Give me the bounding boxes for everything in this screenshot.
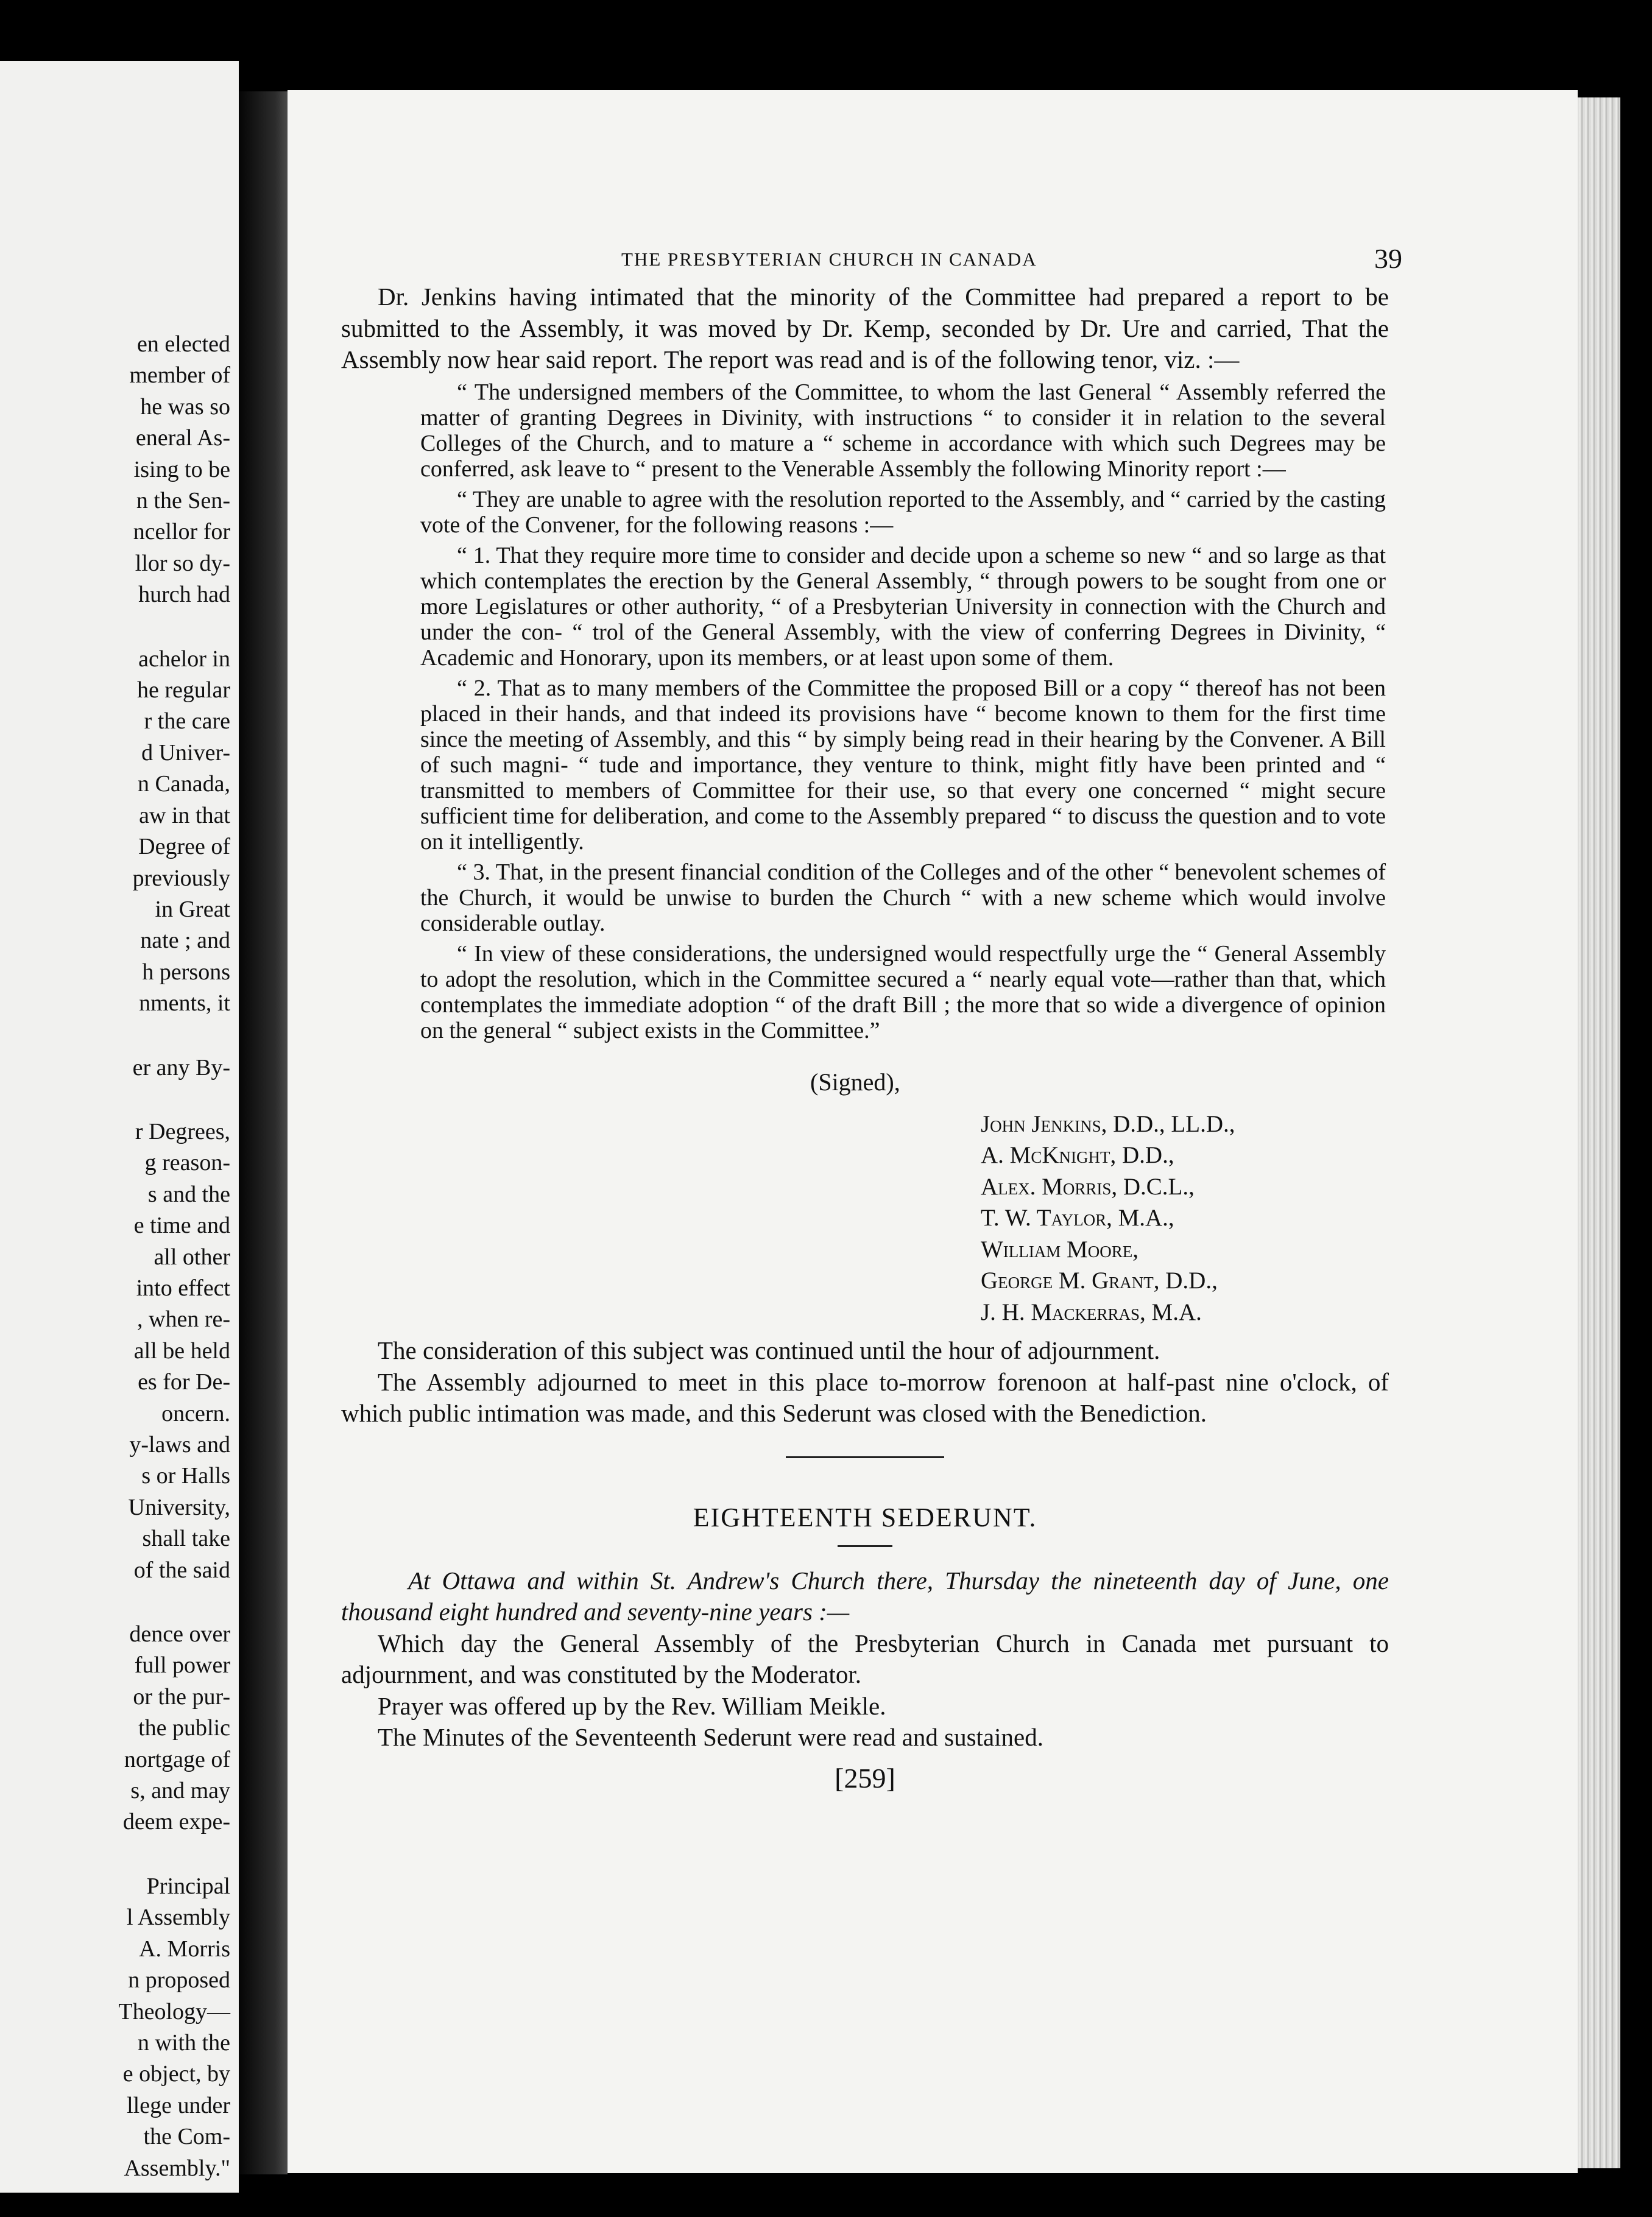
page-number: 39 <box>1374 243 1402 274</box>
footer-number: [259] <box>835 1762 895 1794</box>
quote-paragraph: “ 3. That, in the present financial condition of the Colleges and of the other “ benevolent schemes of the Church, it would be unwise to burden the Church “ with a new scheme which would involve considerable outlay. <box>420 859 1386 936</box>
final-paragraph: Which day the General Assembly of the Presbyterian Church in Canada met pursuant to adjournment, and was constituted by the Moderator. <box>341 1629 1389 1688</box>
left-page-line: , when re- <box>137 1306 230 1333</box>
left-page-line: oncern. <box>161 1400 230 1426</box>
left-page-line: e time and <box>133 1213 230 1239</box>
signed-label: (Signed), <box>810 1068 900 1096</box>
left-page-line: he regular <box>137 677 230 703</box>
left-page-line: aw in that <box>139 802 230 828</box>
left-page-line: deem expe- <box>122 1809 230 1835</box>
left-page-text <box>0 329 230 2184</box>
left-page-line: into effect <box>136 1275 230 1301</box>
left-page-line: Degree of <box>138 834 230 860</box>
left-page-line: es for De- <box>138 1369 230 1395</box>
left-page-gap <box>0 1586 230 1619</box>
left-page-line: previously <box>132 865 230 891</box>
left-page-line: ncellor for <box>133 519 230 545</box>
page-content <box>341 242 1402 1794</box>
left-page-line: er any By- <box>132 1054 230 1080</box>
signatory: A. McKnight, D.D., <box>981 1142 1174 1168</box>
left-page-gap <box>0 1838 230 1871</box>
left-page-line: llege under <box>127 2092 230 2118</box>
left-page <box>0 61 239 2193</box>
left-page-line: the public <box>138 1715 230 1741</box>
left-page-line: in Great <box>155 896 230 922</box>
left-page-line: s, and may <box>130 1778 230 1804</box>
signatory: J. H. Mackerras, M.A. <box>981 1299 1202 1325</box>
left-page-line: g reason- <box>144 1150 230 1176</box>
left-page-line: l Assembly <box>127 1905 230 1931</box>
left-page-gap <box>0 611 230 644</box>
signatory: Alex. Morris, D.C.L., <box>981 1173 1195 1200</box>
quote-paragraph: “ 1. That they require more time to consider and decide upon a scheme so new “ and so large as that which contemplates the erection by the General Assembly, “ through powers to be sought from one or more Legislatures or other authority, “ of a Presbyterian University in connection with the Church and under the con- “ trol of the General Assembly, with the view of conferring Degrees in Divinity, “ Academic and Honorary, upon its members, or at least upon some of them. <box>420 542 1386 671</box>
left-page-gap <box>0 1020 230 1052</box>
signatory: John Jenkins, D.D., LL.D., <box>981 1110 1235 1137</box>
left-page-line: Principal <box>146 1873 230 1899</box>
left-page-line: s and the <box>147 1181 230 1207</box>
left-page-line: en elected <box>137 331 230 357</box>
left-page-line: hurch had <box>138 582 230 608</box>
left-page-line: full power <box>134 1652 230 1679</box>
left-page-line: all be held <box>133 1338 230 1364</box>
book-gutter <box>239 91 288 2174</box>
left-page-line: h persons <box>142 959 230 985</box>
left-page-line: he was so <box>140 393 230 420</box>
left-page-line: eneral As- <box>135 425 230 451</box>
final-paragraph: Prayer was offered up by the Rev. William Meikle. <box>378 1691 886 1720</box>
closing-paragraph: The Assembly adjourned to meet in this place to-morrow forenoon at half-past nine o'clock, of which public intimation was made, and this Sederunt was closed with the Benediction. <box>341 1367 1389 1427</box>
title-rule <box>838 1545 892 1547</box>
section-title: EIGHTEENTH SEDERUNT. <box>693 1502 1037 1532</box>
section-divider <box>786 1456 944 1458</box>
left-page-line: achelor in <box>138 646 230 672</box>
quote-paragraph: “ 2. That as to many members of the Committee the proposed Bill or a copy “ thereof has not been placed in their hands, and that indeed its provisions have “ become known to them for the first time since the meeting of Assembly, and this “ by simply being read in their hearing by the Convener. A Bill of such magni- “ tude and importance, they venture to think, might fitly have been printed and “ transmitted to members of Committee for their use, so that every one concerned “ might secure sufficient time for deliberation, and come to the Assembly prepared “ to discuss the question and to vote on it intelligently. <box>420 675 1386 855</box>
left-page-line: dence over <box>129 1621 230 1648</box>
left-page-line: y-laws and <box>129 1432 230 1457</box>
left-page-line: nate ; and <box>140 928 230 954</box>
quote-paragraph: “ In view of these considerations, the undersigned would respectfully urge the “ General Assembly to adopt the resolution, which in the Committee secured a “ nearly equal vote—rather than that, which contemplates the immediate adoption “ of the draft Bill ; the more that so wide a divergence of opinion on the general “ subject exists in the Committee.” <box>420 940 1386 1043</box>
left-page-line: n with the <box>138 2029 230 2056</box>
signatory: T. W. Taylor, M.A., <box>981 1205 1174 1231</box>
left-page-line: n proposed <box>128 1967 230 1993</box>
closing-paragraph: The consideration of this subject was continued until the hour of adjournment. <box>378 1336 1160 1364</box>
left-page-line: Assembly." <box>124 2155 230 2181</box>
final-paragraph: The Minutes of the Seventeenth Sederunt were read and sustained. <box>378 1723 1043 1751</box>
left-page-line: d Univer- <box>141 739 230 766</box>
left-page-line: all other <box>154 1244 230 1270</box>
left-page-line: r Degrees, <box>135 1118 230 1144</box>
left-page-line: llor so dy- <box>135 550 230 576</box>
left-page-line: n the Sen- <box>136 488 230 514</box>
page-edge <box>1578 97 1620 2168</box>
left-page-line: member of <box>129 362 230 389</box>
signatory: George M. Grant, D.D., <box>981 1267 1218 1294</box>
left-page-line: r the care <box>144 708 230 735</box>
left-page-line: e object, by <box>122 2061 230 2087</box>
intro-paragraph: Dr. Jenkins having intimated that the minority of the Committee had prepared a report to be submitted to the Assembly, it was moved by Dr. Kemp, seconded by Dr. Ure and carried, That the Assembly now hear said report. The report was read and is of the following tenor, viz. :— <box>341 283 1389 373</box>
left-page-line: Theology— <box>118 1998 230 2025</box>
left-page-line: shall take <box>142 1526 230 1552</box>
left-page-line: of the said <box>133 1557 230 1583</box>
quote-paragraph: “ They are unable to agree with the resolution reported to the Assembly, and “ carried by the casting vote of the Convener, for the following reasons :— <box>420 486 1386 538</box>
left-page-line: or the pur- <box>133 1683 230 1710</box>
running-head <box>341 242 1402 281</box>
left-page-line: nments, it <box>139 990 230 1017</box>
left-page-line: s or Halls <box>141 1463 230 1489</box>
signatories <box>341 1108 1389 1328</box>
left-page-line: A. Morris <box>139 1936 230 1962</box>
left-page-line: ising to be <box>133 456 230 482</box>
meeting-place-date: At Ottawa and within St. Andrew's Church there, Thursday the nineteenth day of June, one thousand eight hundred and seventy-nine years :— <box>341 1566 1389 1626</box>
left-page-line: n Canada, <box>138 771 230 797</box>
minority-report-quote <box>341 379 1389 1043</box>
left-page-gap <box>0 1084 230 1116</box>
signatory: William Moore, <box>981 1236 1138 1263</box>
left-page-line: the Com- <box>143 2124 230 2150</box>
running-head-title: THE PRESBYTERIAN CHURCH IN CANADA <box>621 248 1037 270</box>
left-page-line: nortgage of <box>124 1746 230 1772</box>
left-page-line: University, <box>128 1494 230 1520</box>
quote-paragraph: “ The undersigned members of the Committee, to whom the last General “ Assembly referred the matter of granting Degrees in Divinity, with instructions “ to consider it in relation to the several Colleges of the Church, and to mature a “ scheme in accordance with which such Degrees may be conferred, ask leave to “ present to the Venerable Assembly the following Minority report :— <box>420 379 1386 482</box>
